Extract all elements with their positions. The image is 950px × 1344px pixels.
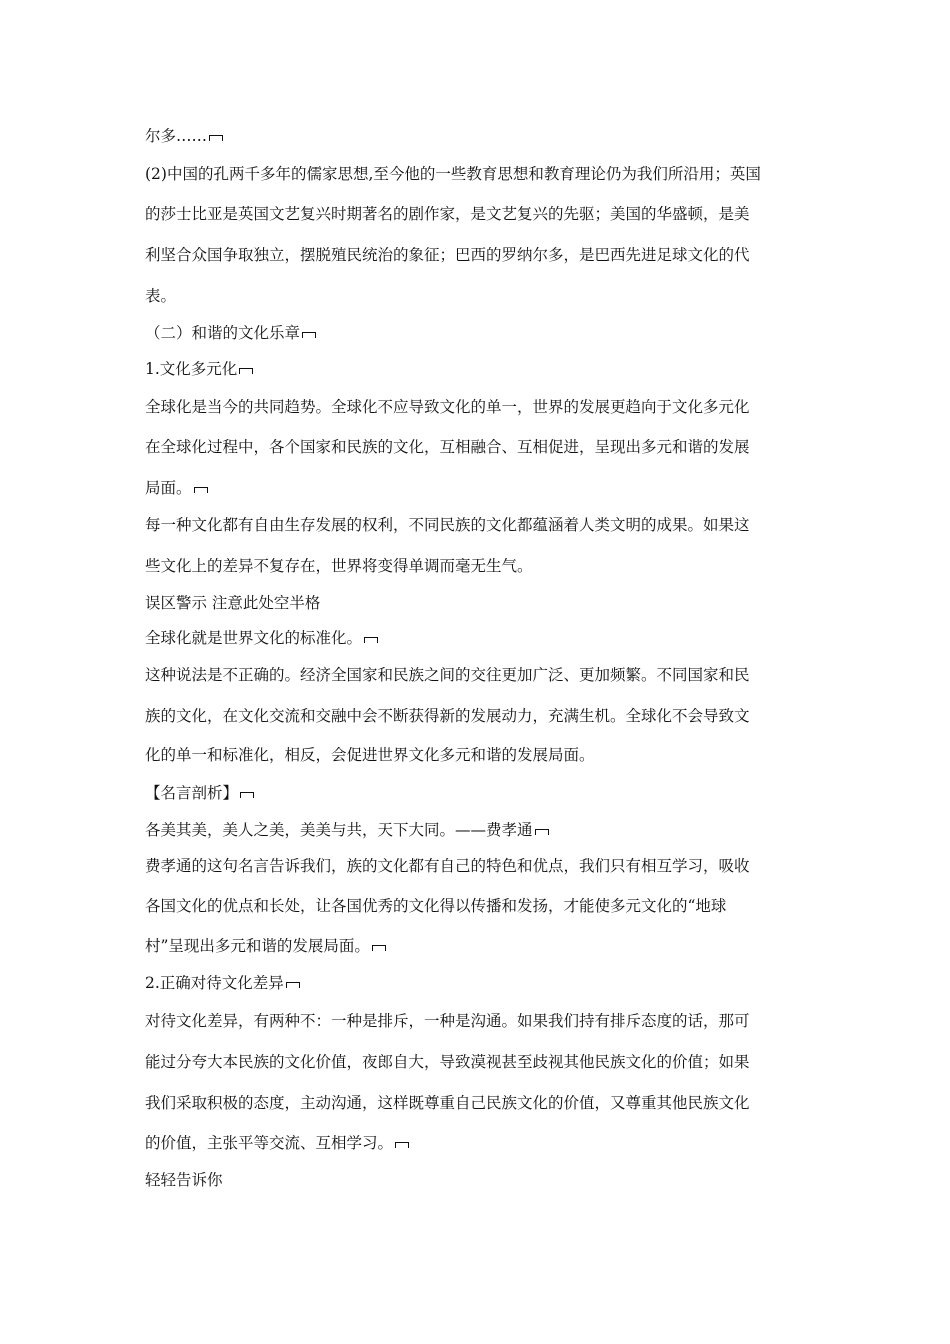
- paragraph-mark-icon: [209, 135, 223, 141]
- paragraph-mark-icon: [194, 487, 208, 493]
- text-line: [145, 1011, 750, 1031]
- paragraph-mark-icon: [302, 332, 316, 338]
- text-line: [145, 1170, 223, 1190]
- text-line: [145, 164, 761, 184]
- text-line: [145, 286, 176, 306]
- text-line: [145, 1093, 750, 1113]
- text-line: [145, 745, 595, 765]
- quote-line: [145, 820, 549, 840]
- paragraph-mark-icon: [395, 1142, 409, 1148]
- text-span: 全球化是当今的共同趋势。全球化不应导致文化的单一，世界的发展更趋向于文化多元化: [145, 398, 750, 416]
- text-span: 表。: [145, 287, 177, 305]
- text-span: 1.文化多元化: [145, 360, 238, 378]
- text-span: 各美其美，美人之美，美美与共，天下大同。——费孝通: [145, 821, 533, 839]
- text-span: 【名言剖析】: [145, 784, 239, 802]
- text-span: 化的单一和标准化，相反，会促进世界文化多元和谐的发展局面。: [145, 746, 595, 764]
- text-line: [145, 1133, 409, 1153]
- text-span: 在全球化过程中，各个国家和民族的文化，互相融合、互相促进，呈现出多元和谐的发展: [145, 438, 750, 456]
- text-line: [145, 556, 533, 576]
- text-span: 我们采取积极的态度，主动沟通，这样既尊重自己民族文化的价值，又尊重其他民族文化: [145, 1094, 750, 1112]
- text-span: 轻轻告诉你: [145, 1171, 223, 1189]
- text-line: [145, 515, 750, 535]
- quote-heading: [145, 783, 254, 803]
- text-line: [145, 936, 386, 956]
- subsection-heading: [145, 973, 300, 993]
- text-line: [145, 856, 750, 876]
- text-span: 2.正确对待文化差异: [145, 974, 284, 992]
- text-span: 些文化上的差异不复存在，世界将变得单调而毫无生气。: [145, 557, 533, 575]
- paragraph-mark-icon: [535, 829, 549, 835]
- section-heading: [145, 323, 316, 343]
- text-span: 每一种文化都有自由生存发展的权利，不同民族的文化都蕴涵着人类文明的成果。如果这: [145, 516, 750, 534]
- text-span: 对待文化差异，有两种不：一种是排斥，一种是沟通。如果我们持有排斥态度的话，那可: [145, 1012, 750, 1030]
- text-line: [145, 706, 750, 726]
- text-span: 族的文化，在文化交流和交融中会不断获得新的发展动力，充满生机。全球化不会导致文: [145, 707, 750, 725]
- paragraph-mark-icon: [240, 792, 254, 798]
- text-line: [145, 437, 750, 457]
- text-line: [145, 245, 750, 265]
- text-span: 费孝通的这句名言告诉我们，族的文化都有自己的特色和优点，我们只有相互学习，吸收: [145, 857, 750, 875]
- text-line: [145, 628, 378, 648]
- text-span: 局面。: [145, 479, 192, 497]
- text-span: （二）和谐的文化乐章: [145, 324, 301, 342]
- text-line: [145, 397, 750, 417]
- paragraph-mark-icon: [239, 368, 253, 374]
- text-line: [145, 126, 223, 146]
- text-span: 能过分夸大本民族的文化价值，夜郎自大，导致漠视甚至歧视其他民族文化的价值；如果: [145, 1053, 750, 1071]
- text-line: [145, 1052, 750, 1072]
- paragraph-mark-icon: [372, 945, 386, 951]
- text-span: 各国文化的优点和长处，让各国优秀的文化得以传播和发扬，才能使多元文化的“地球: [145, 897, 727, 915]
- text-span: 利坚合众国争取独立，摆脱殖民统治的象征；巴西的罗纳尔多，是巴西先进足球文化的代: [145, 246, 750, 264]
- text-line: [145, 896, 726, 916]
- text-span: 误区警示 注意此处空半格: [145, 594, 321, 612]
- paragraph-mark-icon: [364, 637, 378, 643]
- text-span: 村”呈现出多元和谐的发展局面。: [145, 937, 370, 955]
- text-span: 这种说法是不正确的。经济全国家和民族之间的交往更加广泛、更加频繁。不同国家和民: [145, 666, 750, 684]
- text-span: (2)中国的孔两千多年的儒家思想,至今他的一些教育思想和教育理论仍为我们所沿用；英国: [145, 165, 761, 183]
- text-span: 的价值，主张平等交流、互相学习。: [145, 1134, 394, 1152]
- text-line: [145, 665, 750, 685]
- text-line: [145, 478, 208, 498]
- paragraph-mark-icon: [286, 982, 300, 988]
- text-span: 尔多……: [145, 127, 208, 145]
- warning-heading: [145, 593, 320, 613]
- text-line: [145, 204, 750, 224]
- text-span: 的莎士比亚是英国文艺复兴时期著名的剧作家，是文艺复兴的先驱；美国的华盛顿，是美: [145, 205, 750, 223]
- subsection-heading: [145, 359, 253, 379]
- text-span: 全球化就是世界文化的标准化。: [145, 629, 363, 647]
